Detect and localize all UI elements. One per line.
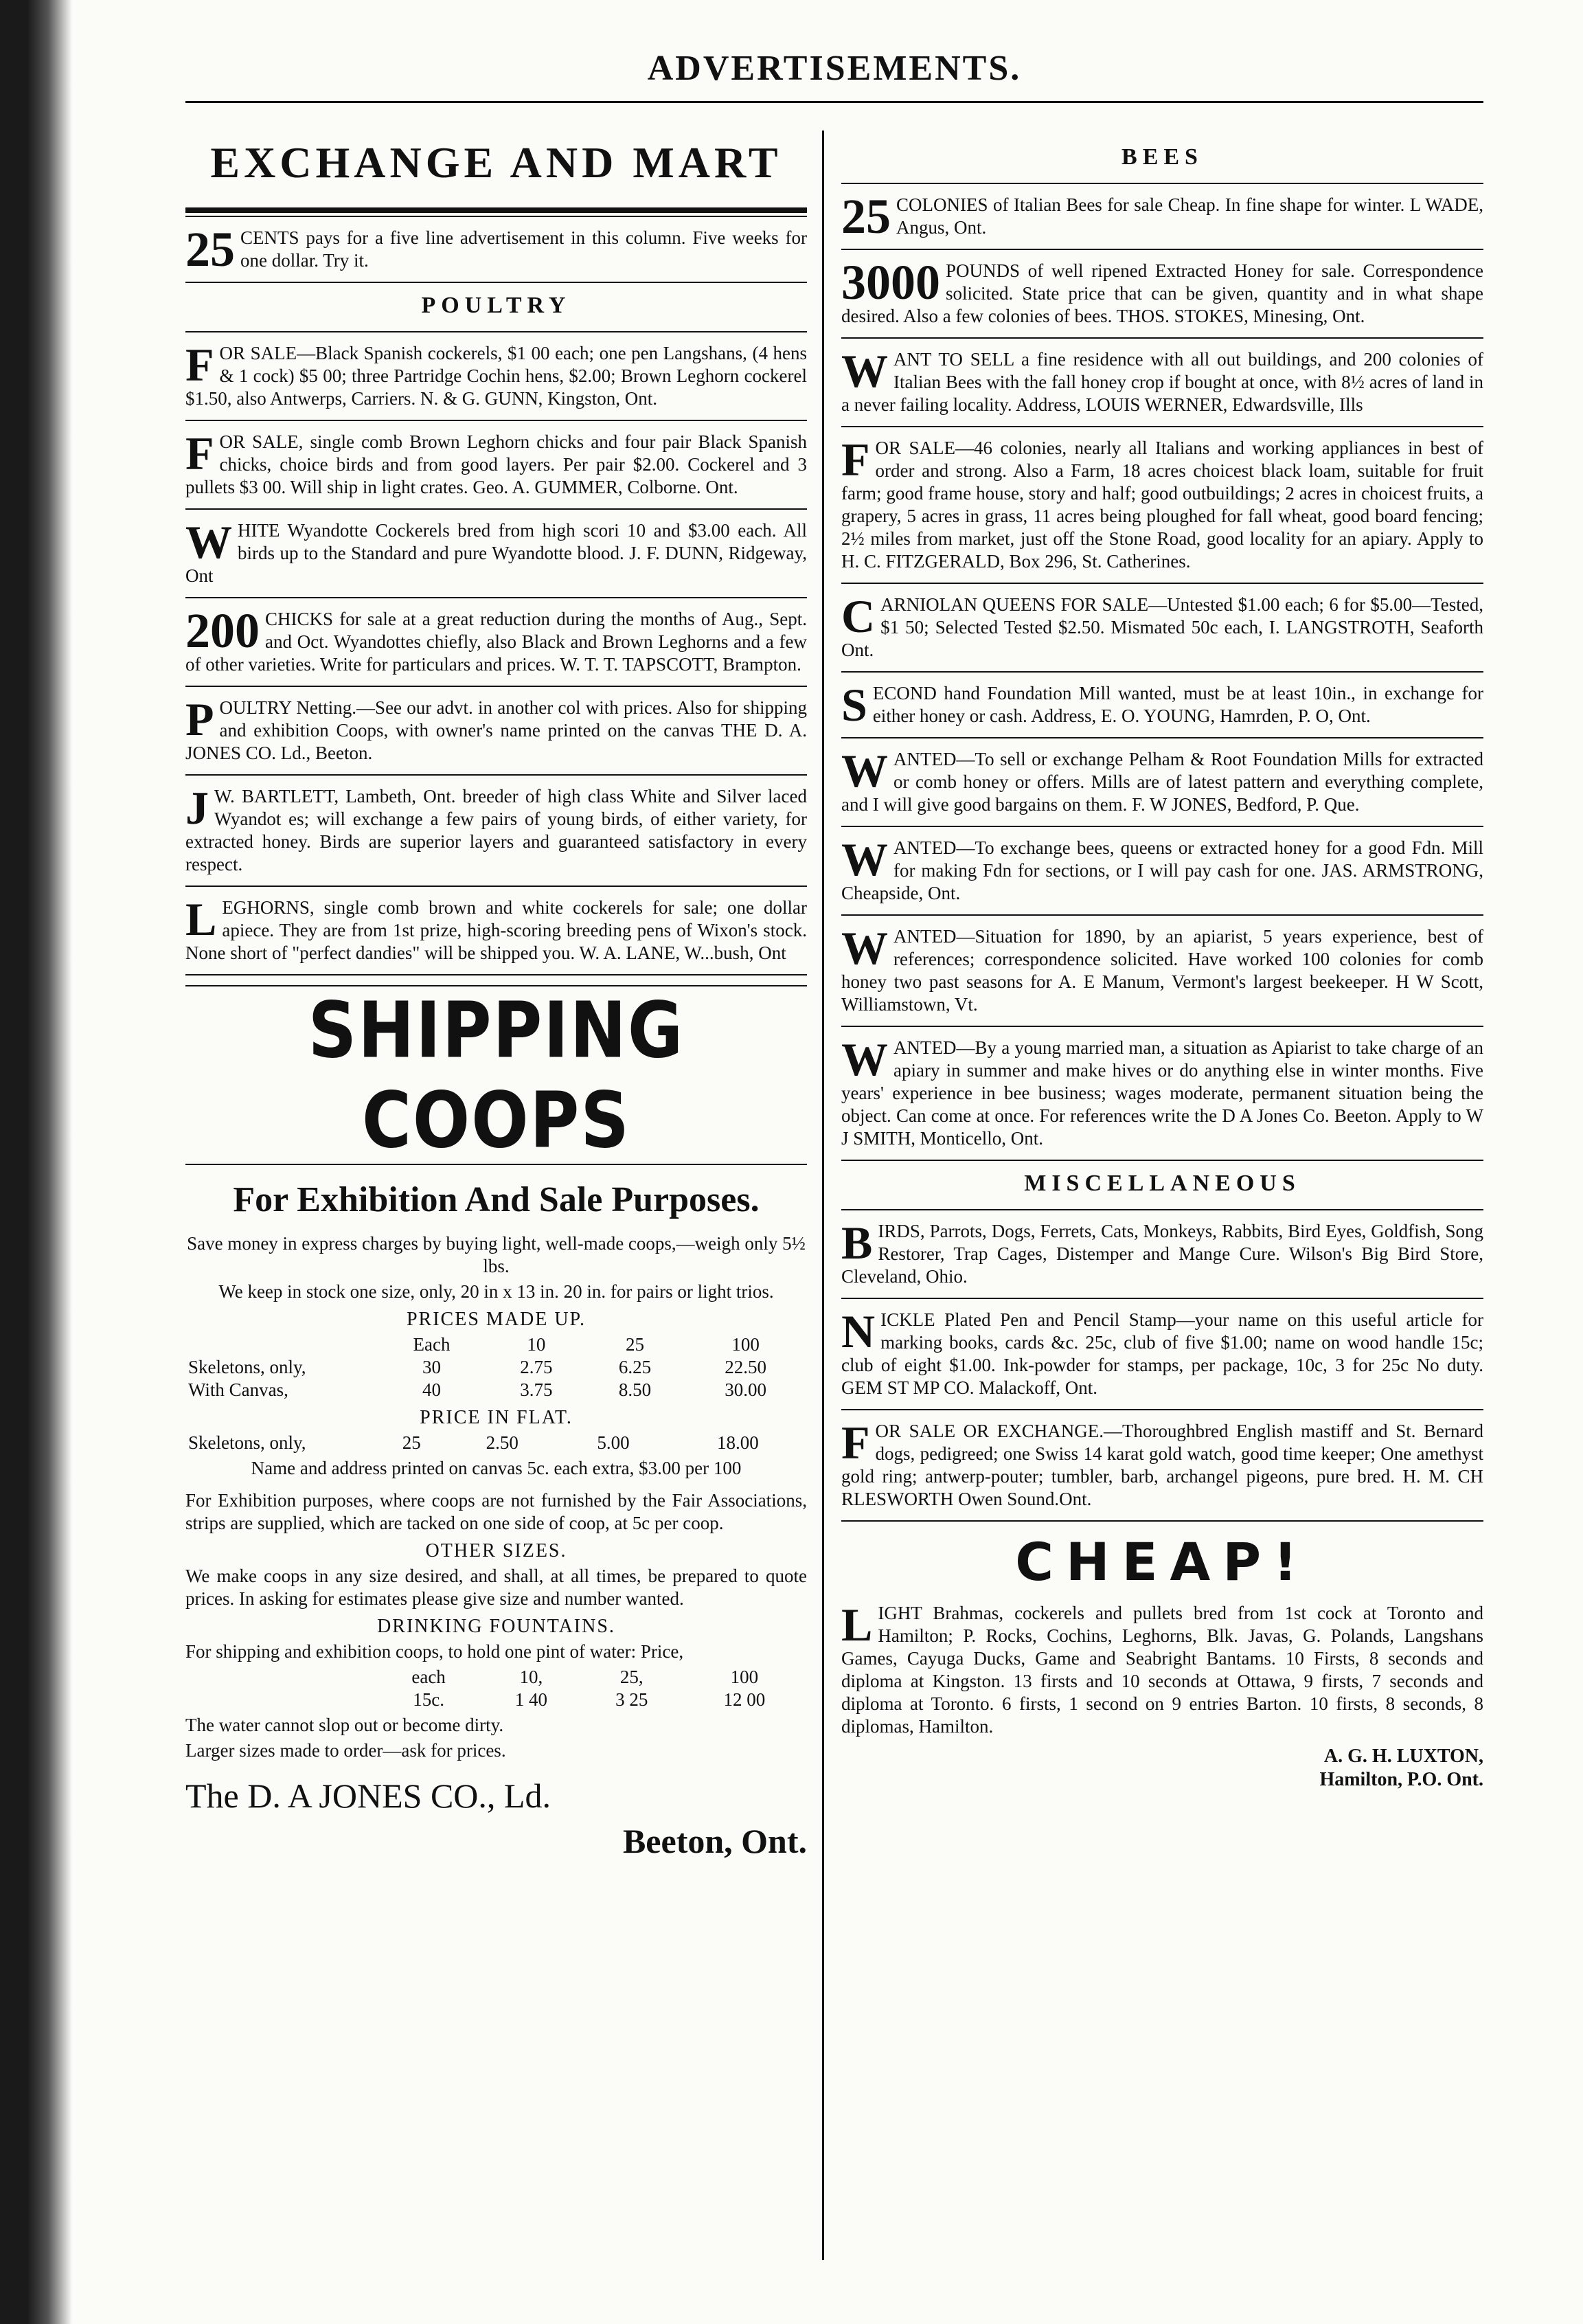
shipping-subtitle: For Exhibition And Sale Purposes. xyxy=(233,1180,760,1219)
rule xyxy=(185,331,807,332)
ad-entry xyxy=(841,1305,1483,1399)
table-row: Skeletons, only, 25 2.50 5.00 18.00 xyxy=(188,1432,759,1453)
ad-text: W. BARTLETT, Lambeth, Ont. breeder of high class White and Silver laced Wyandot es; will exchange a few pairs of young birds, of either variety, for extracted honey. Birds are superior layers and guaranteed satisfactory in every respect. xyxy=(185,786,807,875)
cheap-ad xyxy=(841,1599,1483,1738)
masthead: ADVERTISEMENTS. xyxy=(647,49,1022,88)
masthead-rule xyxy=(185,101,1483,103)
ad-entry xyxy=(841,745,1483,816)
table-row: With Canvas, 40 3.75 8.50 30.00 xyxy=(188,1379,767,1400)
ad-entry xyxy=(185,603,807,676)
rule xyxy=(841,1160,1483,1161)
dropcap: L xyxy=(185,893,217,945)
shipping-p2: We keep in stock one size, only, 20 in x 13 in. 20 in. for pairs or light trios. xyxy=(218,1281,774,1302)
rule xyxy=(841,1298,1483,1299)
dropcap: F xyxy=(185,427,214,480)
dropcap: C xyxy=(841,590,876,642)
larger-note: Larger sizes made to order—ask for prices. xyxy=(185,1740,506,1761)
dropcap: W xyxy=(841,345,888,397)
prices-made-up-heading: PRICES MADE UP. xyxy=(406,1309,586,1330)
ad-entry xyxy=(841,1417,1483,1511)
column-divider xyxy=(822,131,824,2260)
prices-made-up-table xyxy=(185,1333,807,1401)
dropcap: F xyxy=(841,433,870,486)
ad-entry xyxy=(185,893,807,964)
ad-text: ANT TO SELL a fine residence with all out buildings, and 200 colonies of Italian Bees with the fall honey crop if bought at once, with 8½ acres of land in a never failing locality. Address, LOUIS WERNER, Edwardsville, Ills xyxy=(841,349,1483,415)
ad-text: OULTRY Netting.—See our advt. in another col with prices. Also for shipping and exhibition Coops, with owner's name printed on the canvas THE D. A. JONES CO. Ld., Beeton. xyxy=(185,697,807,763)
price-in-flat-heading: PRICE IN FLAT. xyxy=(420,1407,573,1428)
ad-text: OR SALE—Black Spanish cockerels, $1 00 each; one pen Langshans, (4 hens & 1 cock) $5 00; three Partridge Cochin hens, $2.00; Brown Leghorn cockerel $1.50, also Antwerps, Carriers. N. & G. GUNN, Kingston, Ont. xyxy=(185,343,807,409)
ad-text: ANTED—To sell or exchange Pelham & Root Foundation Mills for extracted or comb honey or offers. Mills are of latest pattern and everything complete, and I will give good bargains on them. F. W JONES, Bedford, P. Que. xyxy=(841,749,1483,815)
drinking-fountains-heading: DRINKING FOUNTAINS. xyxy=(377,1616,615,1637)
table-row: Skeletons, only, 30 2.75 6.25 22.50 xyxy=(188,1357,767,1377)
dropcap: P xyxy=(185,693,214,745)
price-in-flat-table xyxy=(185,1432,807,1454)
other-sizes-heading: OTHER SIZES. xyxy=(425,1540,567,1561)
rule xyxy=(841,583,1483,584)
rule xyxy=(841,737,1483,738)
rule xyxy=(185,885,807,887)
signature-name: A. G. H. LUXTON, xyxy=(1323,1746,1483,1767)
bees-heading: BEES xyxy=(1121,144,1203,170)
dropcap: 25 xyxy=(185,222,235,277)
ad-entry xyxy=(841,345,1483,416)
ad-text: ANTED—By a young married man, a situation as Apiarist to take charge of an apiary in summer and make hives or do anything else in winter months. Five years' experience in bee business; wages moderate, permanent situation being the object. Can come at once. For references write the D A Jones Co. Beeton. Apply to W J SMITH, Monticello, Ont. xyxy=(841,1037,1483,1149)
rule xyxy=(185,774,807,776)
dropcap: 25 xyxy=(841,189,891,244)
dropcap: F xyxy=(841,1417,870,1469)
rule xyxy=(841,337,1483,339)
ad-entry xyxy=(841,433,1483,573)
rule xyxy=(185,597,807,598)
bee-ads xyxy=(841,189,1483,1161)
dropcap: 200 xyxy=(185,603,260,658)
ad-text: POUNDS of well ripened Extracted Honey for sale. Correspondence solicited. State price that can be given, quantity and in what shape desired. Also a few colonies of bees. THOS. STOKES, Minesing, Ont. xyxy=(841,260,1483,326)
ad-text: ANTED—Situation for 1890, by an apiarist, 5 years experience, best of references; correspondence solicited. Have worked 100 colonies for comb honey two past seasons for A. E Manum, Vermont's largest beekeeper. H W Scott, Williamstown, Vt. xyxy=(841,926,1483,1015)
ad-entry xyxy=(841,922,1483,1016)
rule xyxy=(841,671,1483,673)
ad-text: EGHORNS, single comb brown and white cockerels for sale; one dollar apiece. They are from 1st prize, high-scoring breeding pens of Wixon's stock. None short of "perfect dandies" will be shipped you. W. A. LANE, W...bush, Ont xyxy=(185,897,807,963)
page-binding-shadow xyxy=(0,0,72,2324)
shipping-p1: Save money in express charges by buying light, well-made coops,—weigh only 5½ lbs. xyxy=(187,1233,806,1276)
drinking-price-table xyxy=(185,1666,807,1711)
dropcap: F xyxy=(185,339,214,391)
dropcap: J xyxy=(185,782,209,834)
dropcap: W xyxy=(185,516,232,568)
dropcap: W xyxy=(841,922,888,974)
rule xyxy=(841,1409,1483,1410)
ad-entry xyxy=(841,1033,1483,1150)
dropcap: 3000 xyxy=(841,255,940,310)
newspaper-page xyxy=(185,48,1483,2267)
name-note: Name and address printed on canvas 5c. each extra, $3.00 per 100 xyxy=(251,1458,742,1478)
ad-text: ANTED—To exchange bees, queens or extracted honey for a good Fdn. Mill for making Fdn for sections, or I will pay cash for one. JAS. ARMSTRONG, Cheapside, Ont. xyxy=(841,837,1483,903)
ad-text: IGHT Brahmas, cockerels and pullets bred from 1st cock at Toronto and Hamilton; P. Rocks, Cochins, Leghorns, Blk. Javas, G. Polands, Langshans Games, Cayuga Ducks, Game and Seabright Bantams. 10 Firsts, 8 seconds and diploma at Kingston. 13 firsts and 10 seconds at Ottawa, 9 firsts, 7 seconds and diploma at Toronto. 6 firsts, 1 second on 9 entries Barton. 10 firsts, 8 seconds, 8 diplomas, Hamilton. xyxy=(841,1603,1483,1737)
left-column xyxy=(185,131,807,2260)
rule xyxy=(185,420,807,421)
rule xyxy=(185,508,807,510)
right-column xyxy=(841,131,1483,2260)
ad-text: ECOND hand Foundation Mill wanted, must be at least 10in., in exchange for either honey or cash. Address, E. O. YOUNG, Hamrden, P. O, Ont. xyxy=(872,683,1483,726)
rule xyxy=(185,282,807,283)
ad-entry xyxy=(185,782,807,876)
dropcap: S xyxy=(841,679,867,731)
poultry-heading: POULTRY xyxy=(421,293,571,318)
poultry-ads xyxy=(185,339,807,975)
ad-text: IRDS, Parrots, Dogs, Ferrets, Cats, Monkeys, Rabbits, Bird Eyes, Goldfish, Song Restorer, Trap Cages, Distemper and Mange Cure. Wilson's Big Bird Store, Cleveland, Ohio. xyxy=(841,1221,1483,1287)
ad-entry xyxy=(185,339,807,410)
section-rule xyxy=(185,207,807,217)
other-sizes-text: We make coops in any size desired, and shall, at all times, be prepared to quote prices. In asking for estimates please give size and number wanted. xyxy=(185,1566,807,1609)
table-header-row: each 10, 25, 100 xyxy=(411,1667,759,1687)
company-place: Beeton, Ont. xyxy=(622,1822,807,1860)
signature-place: Hamilton, P.O. Ont. xyxy=(1319,1769,1483,1790)
exhibition-note: For Exhibition purposes, where coops are not furnished by the Fair Associations, strips are supplied, which are tacked on one side of coop, at 5c per coop. xyxy=(185,1490,807,1533)
ad-entry xyxy=(841,1217,1483,1288)
shipping-coops-title: SHIPPING COOPS xyxy=(308,985,685,1166)
rule xyxy=(841,1026,1483,1027)
miscellaneous-heading: MISCELLANEOUS xyxy=(1024,1171,1301,1196)
dropcap: W xyxy=(841,833,888,885)
rule xyxy=(841,1520,1483,1522)
dropcap: L xyxy=(841,1599,873,1651)
ad-text: CENTS pays for a five line advertisement in this column. Five weeks for one dollar. Try it. xyxy=(240,227,807,271)
ad-text: ARNIOLAN QUEENS FOR SALE—Untested $1.00 each; 6 for $5.00—Tested, $1 50; Selected Tested $2.50. Mismated 50c each, I. LANGSTROTH, Seaforth Ont. xyxy=(841,594,1483,660)
rule xyxy=(841,249,1483,250)
dropcap: W xyxy=(841,745,888,797)
ad-entry xyxy=(841,679,1483,731)
misc-ads xyxy=(841,1217,1483,1522)
ad-entry xyxy=(841,833,1483,905)
rule xyxy=(841,183,1483,184)
ad-entry xyxy=(185,427,807,499)
exchange-and-mart-title: EXCHANGE AND MART xyxy=(210,138,782,187)
dropcap: B xyxy=(841,1217,873,1269)
rule xyxy=(841,426,1483,427)
ad-text: OR SALE—46 colonies, nearly all Italians and working appliances in best of order and strong. Also a Farm, 18 acres choicest black loam, suitable for fruit farm; good frame house, story and half; good outbuildings; 2 acres in choicest fruits, a grapery, 5 acres in grass, 11 acres being ploughed for fall wheat, good board fencing; 2½ miles from market, just off the Stone Road, good locality for an apiary. Apply to H. C. FITZGERALD, Box 296, St. Catherines. xyxy=(841,438,1483,572)
rule xyxy=(841,914,1483,916)
ad-text: ICKLE Plated Pen and Pencil Stamp—your name on this useful article for marking books, cards &c. 25c, club of five $1.00; name on wood handle 15c; club of eight $1.00. Ink-powder for stamps, per package, 10c, 3 for 25c No duty. GEM ST MP CO. Malackoff, Ont. xyxy=(841,1309,1483,1398)
ad-entry xyxy=(841,255,1483,328)
table-row: 15c. 1 40 3 25 12 00 xyxy=(413,1689,766,1710)
ad-text: CHICKS for sale at a great reduction during the months of Aug., Sept. and Oct. Wyandottes chiefly, also Black and Brown Leghorns and a few of other varieties. Write for particulars and prices. W. T. T. TAPSCOTT, Brampton. xyxy=(185,609,807,675)
ad-text: OR SALE OR EXCHANGE.—Thoroughbred English mastiff and St. Bernard dogs, pedigreed; one Swiss 14 karat gold watch, good time keeper; One amethyst gold ring; antwerp-pouter; tumbler, barb, archangel pigeons, pure bred. H. M. CH RLESWORTH Owen Sound.Ont. xyxy=(841,1421,1483,1509)
rule xyxy=(841,1209,1483,1210)
ad-text: OR SALE, single comb Brown Leghorn chicks and four pair Black Spanish chicks, choice birds and from good layers. Per pair $2.00. Cockerel and 3 pullets $3 00. Will ship in light crates. Geo. A. GUMMER, Colborne. Ont. xyxy=(185,431,807,497)
table-header-row: Each 10 25 100 xyxy=(413,1334,760,1355)
cheap-heading: CHEAP! xyxy=(1015,1531,1310,1592)
dropcap: N xyxy=(841,1305,876,1357)
ad-text: COLONIES of Italian Bees for sale Cheap. In fine shape for winter. L WADE, Angus, Ont. xyxy=(896,194,1483,238)
ad-entry xyxy=(185,693,807,765)
rule xyxy=(185,974,807,975)
columns xyxy=(185,131,1483,2260)
ad-entry xyxy=(185,516,807,587)
intro-ad xyxy=(185,222,807,277)
rule xyxy=(185,686,807,687)
rule xyxy=(841,826,1483,827)
ad-entry xyxy=(841,590,1483,662)
ad-text: HITE Wyandotte Cockerels bred from high scori 10 and $3.00 each. All birds up to the Standard and pure Wyandotte blood. J. F. DUNN, Ridgeway, Ont xyxy=(185,520,807,586)
dropcap: W xyxy=(841,1033,888,1085)
company-name: The D. A JONES CO., Ld. xyxy=(185,1776,551,1815)
drinking-text: For shipping and exhibition coops, to hold one pint of water: Price, xyxy=(185,1641,684,1662)
ad-entry xyxy=(841,189,1483,244)
water-note: The water cannot slop out or become dirty. xyxy=(185,1715,504,1735)
